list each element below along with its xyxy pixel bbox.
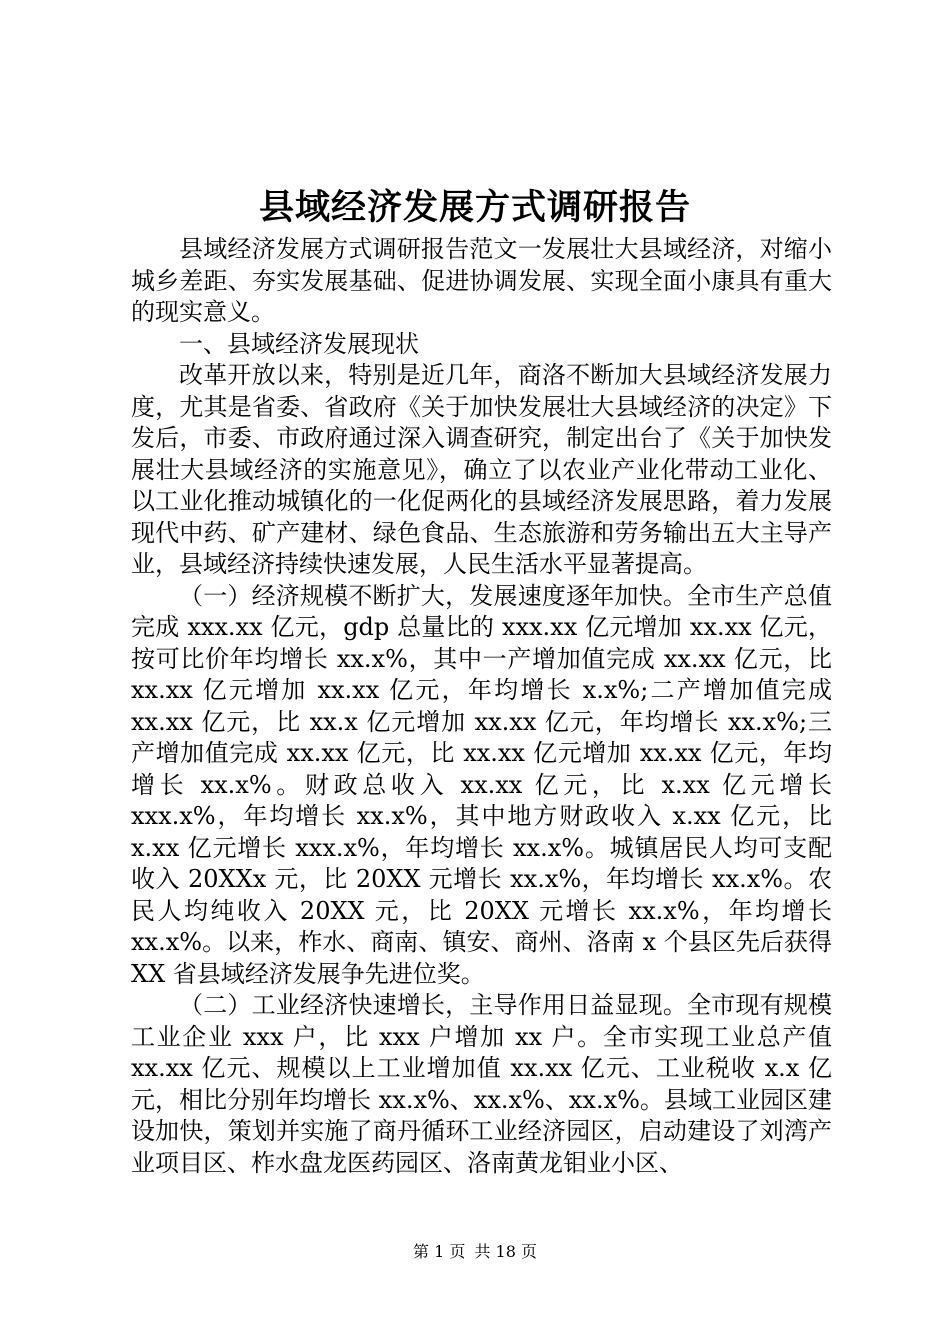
document-title: 县域经济发展方式调研报告 bbox=[258, 187, 691, 228]
page-total: 共 18 页 bbox=[474, 1242, 537, 1261]
page-footer bbox=[0, 1240, 950, 1264]
paragraph-economy-scale: （一）经济规模不断扩大，发展速度逐年加快。全市生产总值完成 xxx.xx 亿元，gdp 总量比的 xxx.xx 亿元增加 xx.xx 亿元，按可比价年均增长 xx.x%，其中一产增加值完成 xx.xx 亿元，比 xx.xx 亿元增加 xx.xx 亿元，年均增长 x.x%;二产增加值完成 xx.xx 亿元，比 xx.x 亿元增加 xx.xx 亿元，年均增长 xx.x%;三产增加值完成 xx.xx 亿元，比 xx.xx 亿元增加 xx.xx 亿元，年均增长 xx.x%。财政总收入 xx.xx 亿元，比 x.xx 亿元增长 xxx.x%，年均增长 xx.x%，其中地方财政收入 x.xx 亿元，比 x.xx 亿元增长 xxx.x%，年均增长 xx.x%。城镇居民人均可支配收入 20XXx 元，比 20XX 元增长 xx.x%，年均增长 xx.x%。农民人均纯收入 20XX 元，比 20XX 元增长 xx.x%，年均增长 xx.x%。以来，柞水、商南、镇安、商州、洛南 x 个县区先后获得 XX 省县域经济发展争先进位奖。 bbox=[131, 581, 832, 988]
paragraph-industry-growth: （二）工业经济快速增长，主导作用日益显现。全市现有规模工业企业 xxx 户，比 xxx 户增加 xx 户。全市实现工业总产值 xx.xx 亿元、规模以上工业增加值 xx.xx 亿元、工业税收 x.x 亿元，相比分别年均增长 xx.x%、xx.x%、xx.x%。县域工业园区建设加快，策划并实施了商丹循环工业经济园区，启动建设了刘湾产业项目区、柞水盘龙医药园区、洛南黄龙钼业小区、 bbox=[131, 991, 832, 1177]
page-number: 第 1 页 bbox=[413, 1242, 466, 1261]
section-heading: 一、县域经济发展现状 bbox=[179, 329, 419, 358]
document-body bbox=[131, 234, 832, 1179]
paragraph-status: 改革开放以来，特别是近几年，商洛不断加大县域经济发展力度，尤其是省委、省政府《关于加快发展壮大县域经济的决定》下发后，市委、市政府通过深入调查研究，制定出台了《关于加快发展壮大县域经济的实施意见》，确立了以农业产业化带动工业化、以工业化推动城镇化的一化促两化的县域经济发展思路，着力发展现代中药、矿产建材、绿色食品、生态旅游和劳务输出五大主导产业，县域经济持续快速发展，人民生活水平显著提高。 bbox=[131, 361, 832, 578]
paragraph-intro: 县域经济发展方式调研报告范文一发展壮大县域经济，对缩小城乡差距、夯实发展基础、促进协调发展、实现全面小康具有重大的现实意义。 bbox=[131, 235, 832, 326]
